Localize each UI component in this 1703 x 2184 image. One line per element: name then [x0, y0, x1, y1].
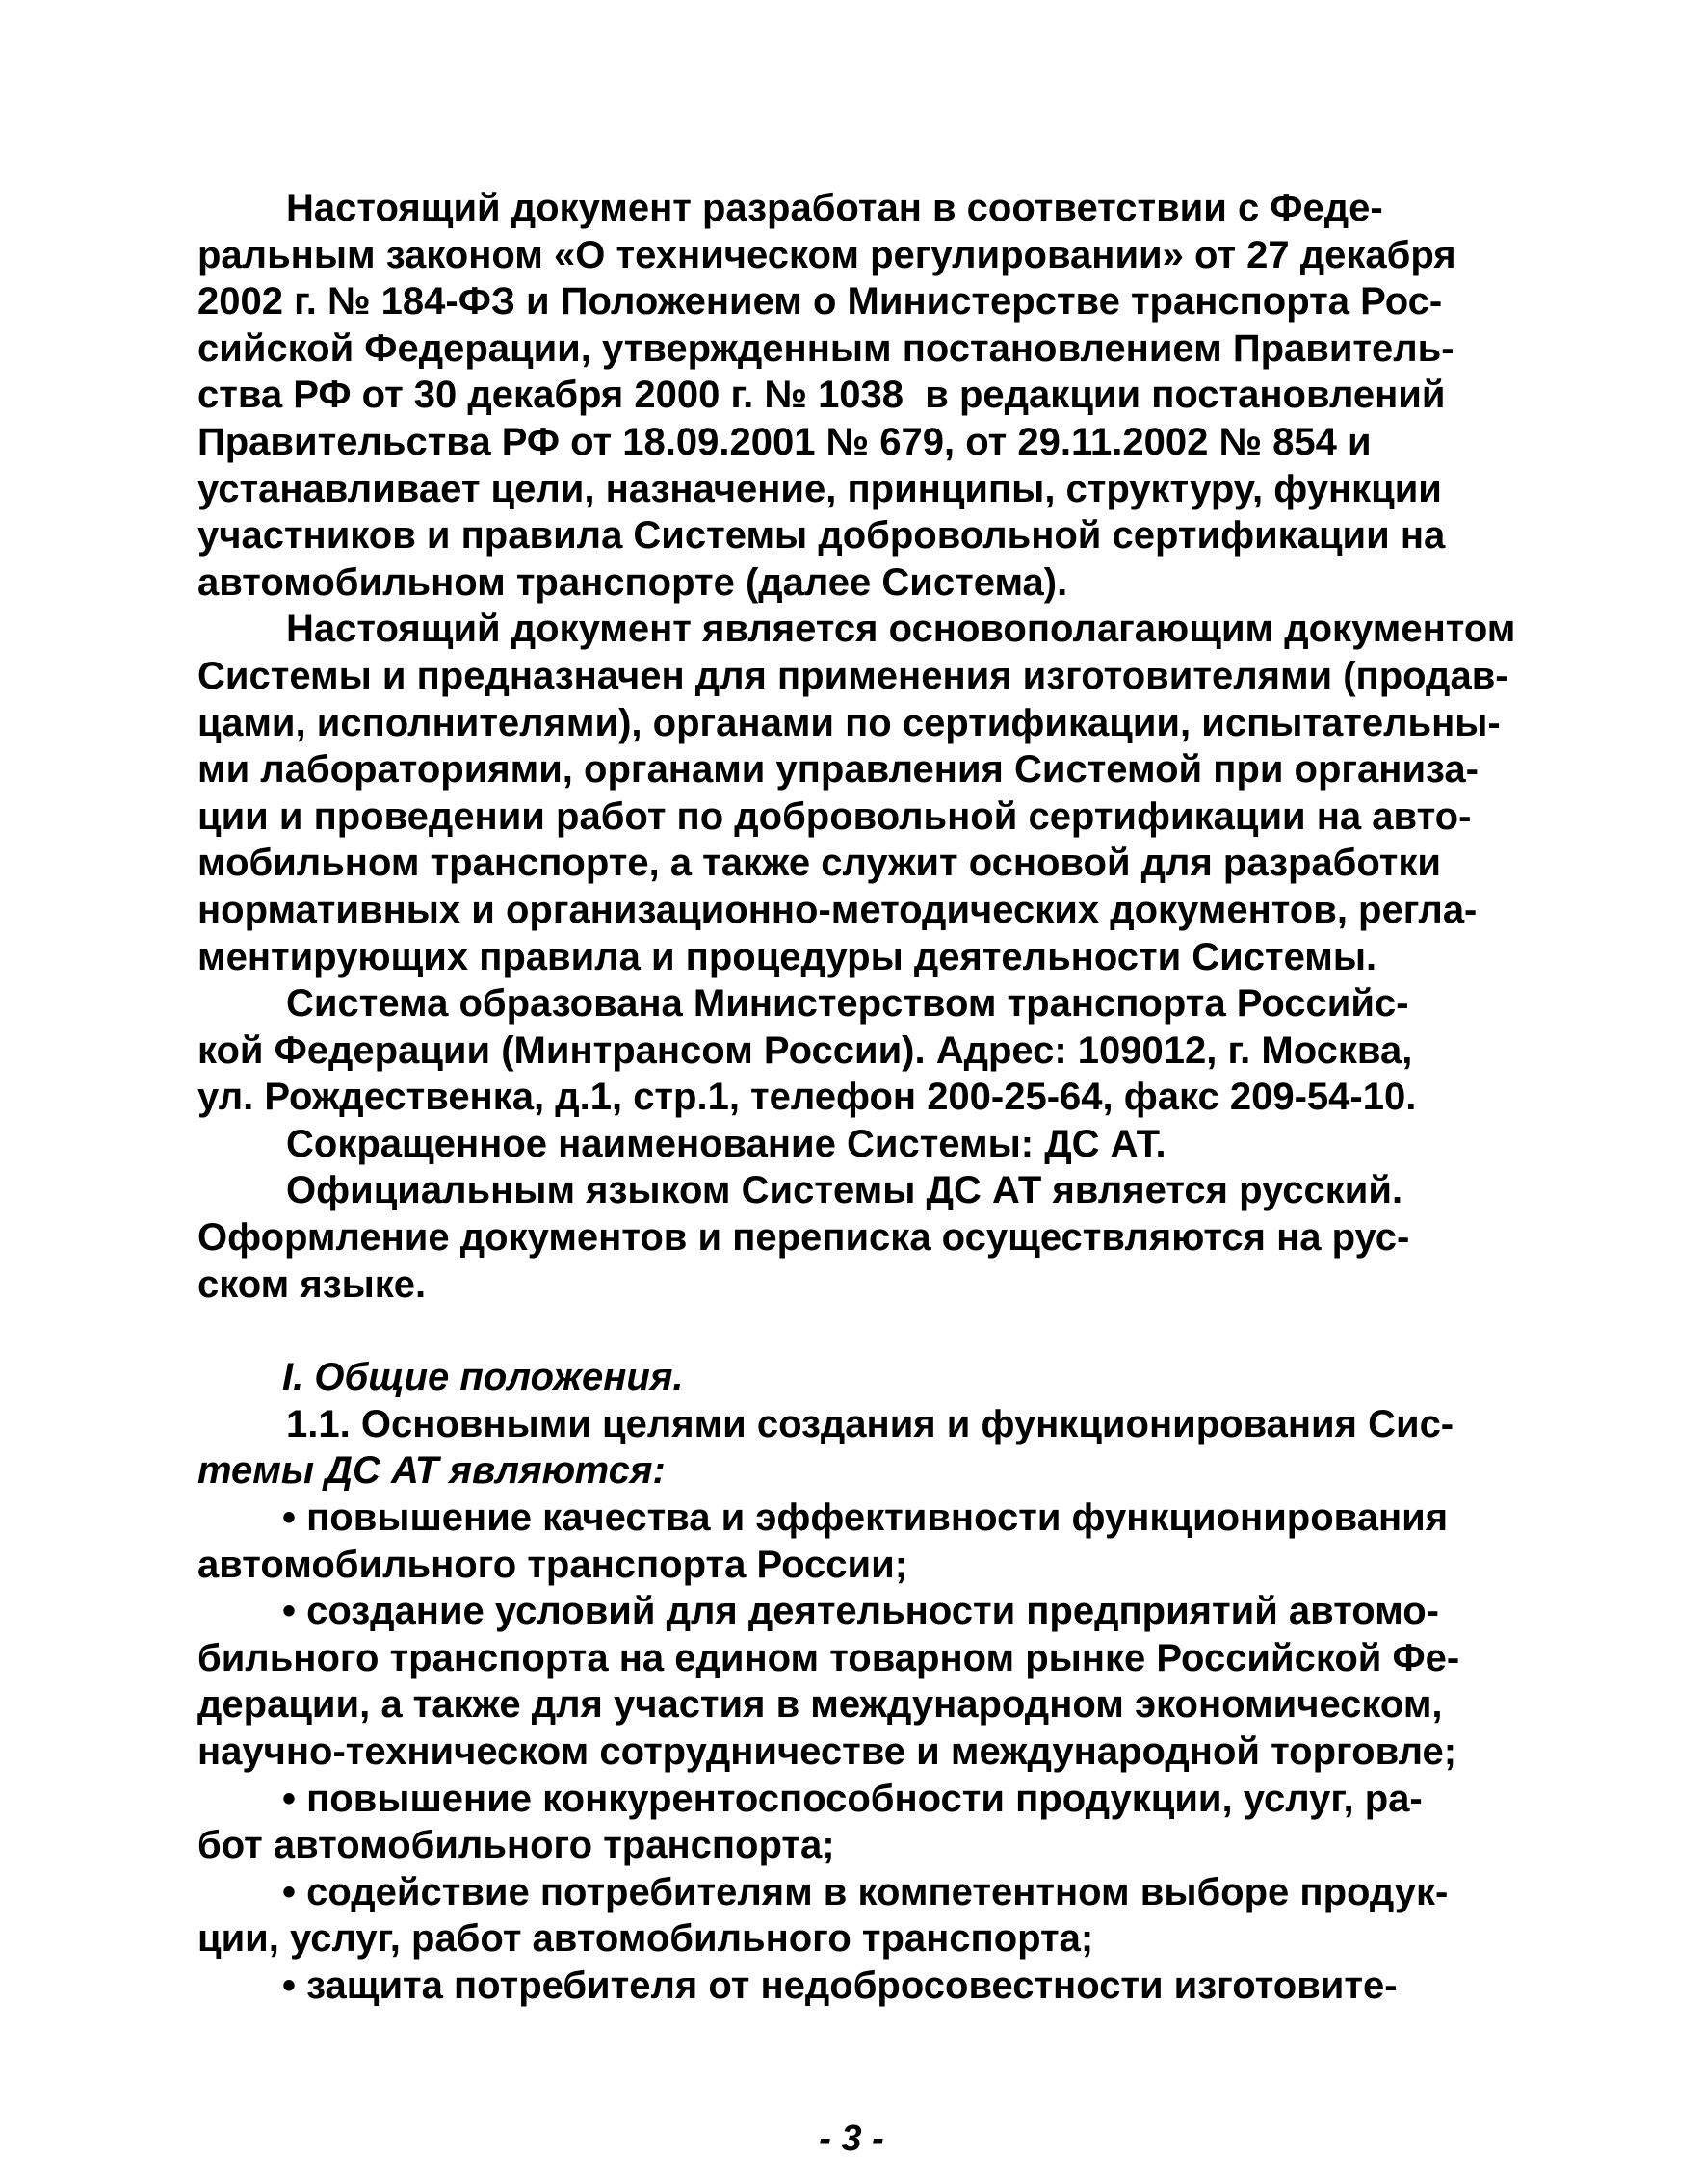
text-line: 2002 г. № 184-ФЗ и Положением о Министерстве транспорта Рос-: [197, 280, 1443, 324]
section-spacer: [197, 1308, 1459, 1354]
text-line: ми лабораториями, органами управления Системой при организа-: [197, 748, 1479, 792]
text-line: 1.1. Основными целями создания и функционирования Сис-: [286, 1402, 1454, 1445]
text-line: бильного транспорта на едином товарном рынке Российской Фе-: [197, 1636, 1460, 1679]
text-line: ральным законом «О техническом регулировании» от 27 декабря: [197, 233, 1456, 276]
document-body: [197, 185, 1516, 2010]
text-line: Системы и предназначен для применения изготовителями (продав-: [197, 654, 1508, 697]
text-line: участников и правила Системы добровольной сертификации на: [197, 514, 1446, 558]
section-general-provisions: [197, 1354, 1459, 2009]
text-line: ул. Рождественка, д.1, стр.1, телефон 200-25-64, факс 209-54-10.: [197, 1076, 1417, 1119]
section-heading: I. Общие положения.: [282, 1356, 684, 1399]
text-line: кой Федерации (Минтрансом России). Адрес: 109012, г. Москва,: [197, 1028, 1413, 1072]
text-line: Оформление документов и переписка осуществляются на рус-: [197, 1216, 1410, 1260]
text-line: ментирующих правила и процедуры деятельности Системы.: [197, 935, 1377, 978]
intro-paragraph-2: [197, 606, 1516, 980]
text-line: ства РФ от 30 декабря 2000 г. № 1038 в редакции постановлений: [197, 374, 1446, 417]
text-line: цами, исполнителями), органами по сертификации, испытательны-: [197, 701, 1501, 744]
text-line: мобильном транспорте, а также служит основой для разработки: [197, 842, 1441, 885]
text-line: нормативных и организационно-методических документов, регла-: [197, 888, 1478, 931]
text-line: темы ДС АТ являются:: [197, 1449, 666, 1493]
page-number: - 3 -: [819, 2119, 884, 2159]
text-line: сийской Федерации, утвержденным постановлением Правитель-: [197, 326, 1454, 370]
intro-paragraph-3: [197, 980, 1459, 1121]
bullet-item: [197, 1776, 1459, 1869]
text-line: • защита потребителя от недобросовестности изготовите-: [282, 1963, 1398, 2007]
text-line: автомобильном транспорте (далее Система).: [197, 560, 1068, 604]
text-line: • содействие потребителям в компетентном выборе продук-: [282, 1870, 1449, 1913]
bullet-item: [197, 1588, 1459, 1775]
intro-paragraph-4: [197, 1121, 1459, 1168]
bullet-item: [197, 1495, 1459, 1588]
text-line: Сокращенное наименование Системы: ДС АТ.: [286, 1122, 1166, 1165]
text-line: ции, услуг, работ автомобильного транспорта;: [197, 1917, 1094, 1961]
text-line: ском языке.: [197, 1262, 427, 1306]
text-line: научно-техническом сотрудничестве и международной торговле;: [197, 1730, 1457, 1773]
bullet-item: [197, 1869, 1459, 1963]
text-line: Настоящий документ разработан в соответствии с Феде-: [286, 187, 1383, 229]
text-line: Настоящий документ является основополагающим документом: [286, 608, 1516, 651]
text-line: автомобильного транспорта России;: [197, 1543, 908, 1586]
text-line: дерации, а также для участия в международном экономическом,: [197, 1683, 1443, 1727]
text-line: Правительства РФ от 18.09.2001 № 679, от 29.11.2002 № 854 и: [197, 420, 1372, 463]
intro-paragraph-1: [197, 185, 1459, 606]
text-line: • создание условий для деятельности предприятий автомо-: [282, 1590, 1439, 1633]
text-line: бот автомобильного транспорта;: [197, 1824, 835, 1867]
text-line: • повышение качества и эффективности функционирования: [282, 1496, 1449, 1540]
bullet-item: [197, 1963, 1459, 2010]
text-line: Система образована Министерством транспорта Российс-: [286, 982, 1409, 1026]
text-line: • повышение конкурентоспособности продукции, услуг, ра-: [282, 1777, 1423, 1820]
intro-paragraph-5: [197, 1167, 1459, 1308]
text-line: устанавливает цели, назначение, принципы, структуру, функции: [197, 467, 1442, 510]
text-line: Официальным языком Системы ДС АТ является русский.: [286, 1169, 1403, 1212]
text-line: ции и проведении работ по добровольной сертификации на авто-: [197, 794, 1472, 838]
